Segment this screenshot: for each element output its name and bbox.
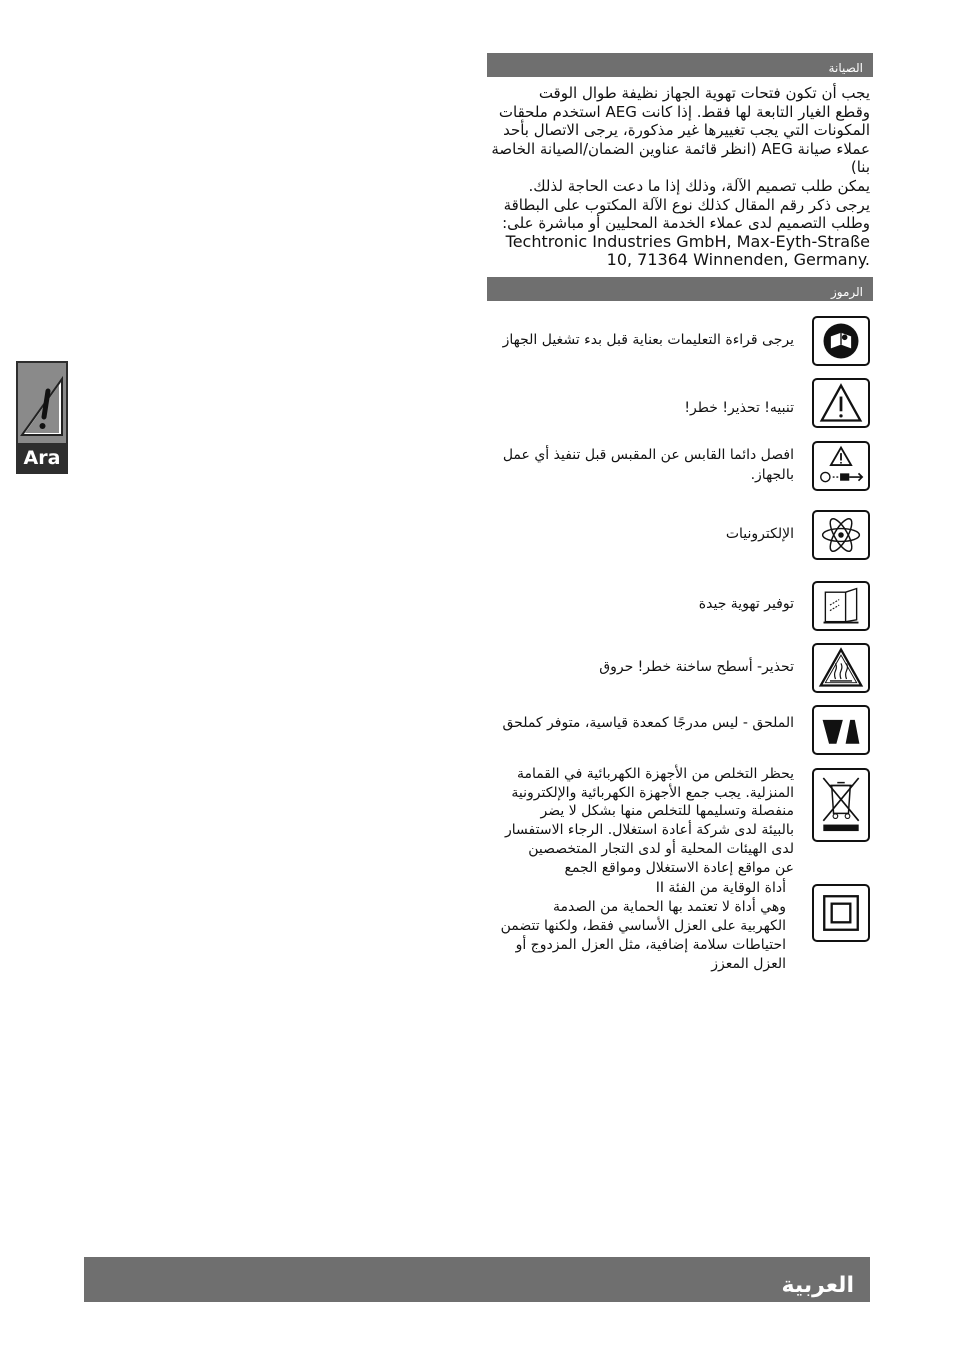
maintenance-line: بنا)	[850, 158, 870, 177]
address-line: 10, 71364 Winnenden, Germany.	[606, 250, 870, 270]
symbol-line: الكهربية على العزل الأساسي فقط، ولكنها تتضمن	[500, 918, 786, 934]
symbol-line: العزل المعزز	[711, 956, 786, 972]
footer-language-label: العربية	[781, 1273, 854, 1298]
address-line: Techtronic Industries GmbH, Max-Eyth-Straße	[505, 231, 870, 251]
language-code: Ara	[23, 447, 61, 469]
maintenance-line: المكونات التي يجب تغييرها غير مذكورة، يرجى الاتصال بأحد	[503, 121, 870, 140]
symbol-line: لدى الهيئات المحلية أو لدى التجار المتخصصين	[528, 840, 794, 857]
symbol-line: افصل دائما القابس عن المقبس قبل تنفيذ أي عمل	[502, 447, 794, 463]
weee-bin-icon	[812, 768, 870, 842]
maintenance-line: عملاء صيانة AEG (انظر قائمة عناوين الضمان/الصيانة الخاصة	[491, 139, 870, 158]
symbol-line: الإلكترونيات	[725, 526, 794, 542]
maintenance-line: يجب أن تكون فتحات تهوية الجهاز نظيفة طوال الوقت	[538, 84, 870, 102]
maintenance-line: يرجى ذكر رقم المقال كذلك نوع الآلة المكتوب على البطاقة	[503, 195, 870, 214]
symbol-description	[474, 399, 794, 419]
symbol-line: تنبيه! تحذير! خطر!	[684, 400, 794, 416]
symbol-description	[474, 658, 794, 678]
maintenance-line: وطلب التصميم لدى عملاء الخدمة المحليين أو مباشرة على:	[502, 214, 870, 233]
symbol-description	[466, 879, 786, 974]
symbol-line: تحذير- أسطح ساخنة خطر! حروق	[599, 659, 794, 675]
footer-bar	[84, 1257, 870, 1302]
symbol-description	[474, 446, 794, 485]
symbol-line: المنزلية. يجب جمع الأجهزة الكهربائية والإلكترونية	[511, 784, 794, 801]
accessory-icon	[812, 705, 870, 755]
maintenance-text	[487, 84, 870, 270]
read-manual-icon	[812, 316, 870, 366]
electronics-icon	[812, 510, 870, 560]
symbols-header: الرموز	[487, 277, 873, 301]
hot-surface-icon	[812, 643, 870, 693]
symbol-line: عن مواقع إعادة الاستغلال ومواقع الجمع	[564, 859, 794, 876]
maintenance-line: يمكن طلب تصميم الآلة، وذلك إذا ما دعت الحاجة لذلك.	[528, 176, 870, 195]
maintenance-line: وقطع الغيار التابعة لها فقط. إذا كانت AEG استخدم ملحقات	[498, 102, 870, 121]
symbol-description	[474, 714, 794, 734]
symbol-line: بالبيئة لدى شركة أعادة استغلال. الرجاء الاستفسار	[505, 822, 794, 839]
unplug-icon	[812, 441, 870, 491]
symbol-description	[474, 595, 794, 615]
warning-badge	[18, 363, 66, 443]
symbol-line: احتياطات سلامة إضافية، مثل العزل المزدوج أو	[515, 937, 786, 953]
symbol-line: يرجى قراءة التعليمات بعناية قبل بدء تشغيل الجهاز	[502, 332, 794, 348]
symbol-line: الملحق - ليس مدرجًا كمعدة قياسية، متوفر كملحق	[502, 715, 794, 731]
exclamation-triangle-icon	[18, 363, 66, 443]
symbol-description	[474, 525, 794, 545]
maintenance-header: الصيانة	[487, 53, 873, 77]
symbol-description	[474, 331, 794, 351]
class-ii-icon	[812, 884, 870, 942]
symbol-line: يحظر التخلص من الأجهزة الكهربائية في القمامة	[516, 766, 794, 782]
symbol-line: أداة الوقاية من الفئة II	[655, 880, 786, 896]
symbol-line: توفير تهوية جيدة	[698, 596, 794, 612]
symbol-description	[474, 765, 794, 877]
warning-triangle-icon	[812, 378, 870, 428]
symbol-line: منفصلة وتسليمها للتخلص منها بشكل لا يضر	[540, 803, 794, 820]
ventilation-icon	[812, 581, 870, 631]
symbol-line: بالجهاز.	[750, 466, 794, 483]
symbol-line: وهي أداة لا تعتمد بها الحماية من الصدمة	[553, 899, 786, 915]
language-tab	[16, 361, 68, 474]
